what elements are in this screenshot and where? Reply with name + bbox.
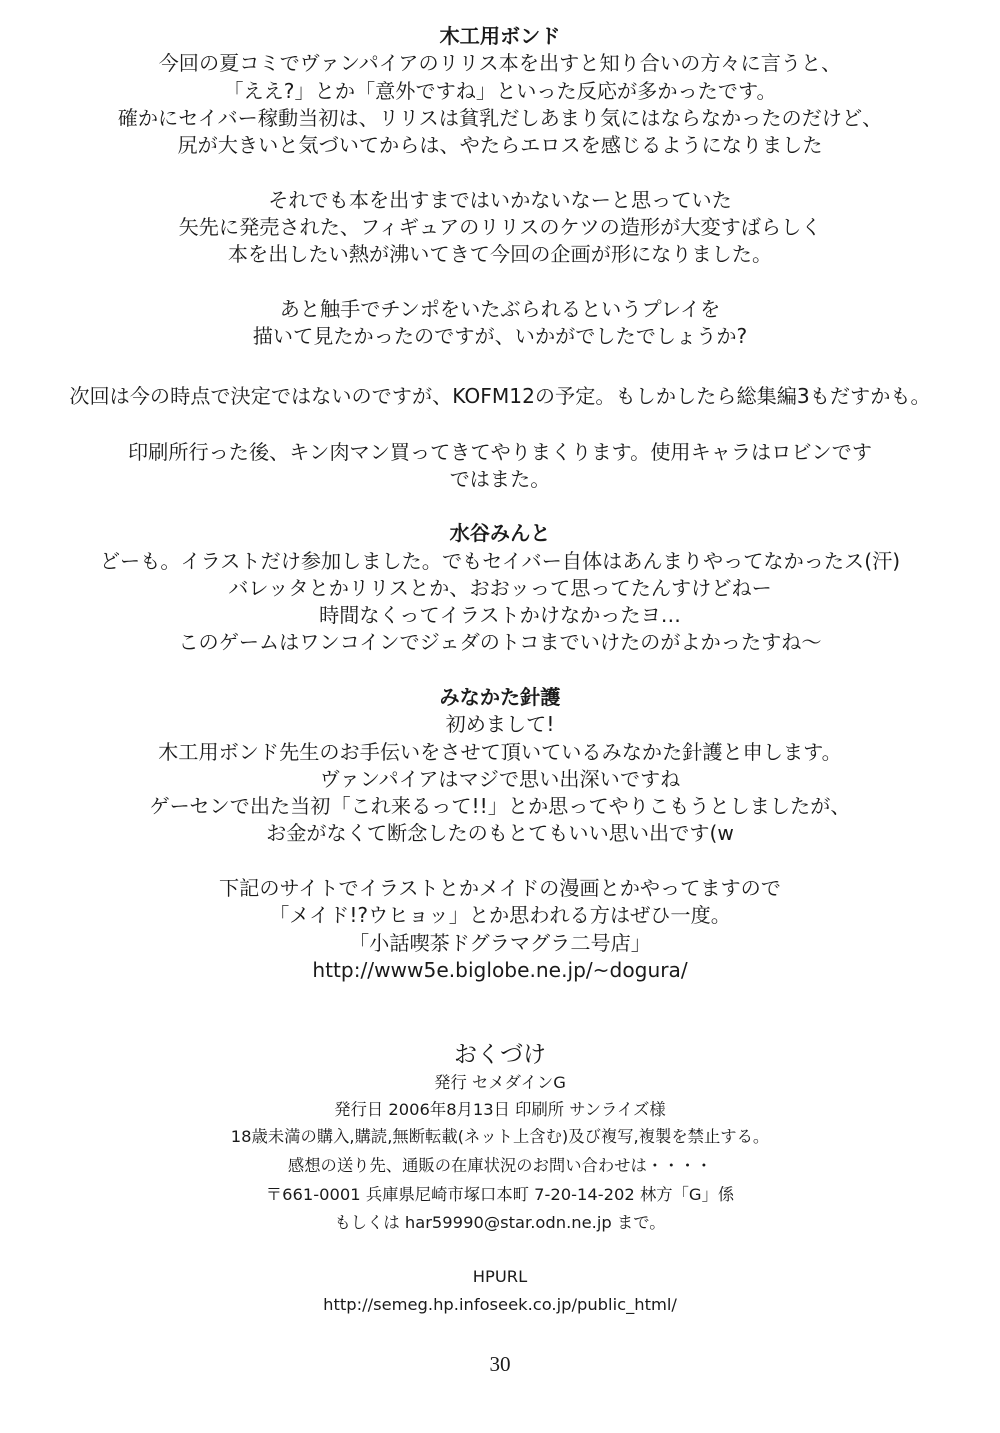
site-url: http://www5e.biglobe.ne.jp/~dogura/ xyxy=(312,958,688,982)
text-line: このゲームはワンコインでジェダのトコまでいけたのがよかったすね〜 xyxy=(178,630,822,654)
author-heading: 水谷みんと xyxy=(449,521,551,545)
publisher: 発行 セメダインG xyxy=(434,1073,566,1092)
text-line: ヴァンパイアはマジで思い出深いですね xyxy=(319,767,681,791)
text-line: 木工用ボンド先生のお手伝いをさせて頂いているみなかた針護と申します。 xyxy=(158,740,842,764)
author-heading: みなかた針護 xyxy=(439,685,561,709)
text-line: 尻が大きいと気づいてからは、やたらエロスを感じるようになりました xyxy=(177,133,823,157)
text-line: 印刷所行った後、キン肉マン買ってきてやりまくります。使用キャラはロビンです xyxy=(128,440,872,464)
text-line: 今回の夏コミでヴァンパイアのリリス本を出すと知り合いの方々に言うと、 xyxy=(158,51,842,75)
author-heading: 木工用ボンド xyxy=(439,24,561,48)
text-line: 下記のサイトでイラストとかメイドの漫画とかやってますので xyxy=(219,876,781,900)
hpurl: http://semeg.hp.infoseek.co.jp/public_html/ xyxy=(323,1295,677,1314)
text-line: それでも本を出すまではいかないなーと思っていた xyxy=(268,188,732,212)
hpurl-label: HPURL xyxy=(472,1267,528,1286)
copyright-warning: 18歳未満の購入,購読,無断転載(ネット上含む)及び複写,複製を禁止する。 xyxy=(230,1127,770,1146)
text-line: 「ええ?」とか「意外ですね」といった反応が多かったです。 xyxy=(223,79,777,103)
contact-intro: 感想の送り先、通販の在庫状況のお問い合わせは・・・・ xyxy=(287,1156,713,1175)
text-line: ではまた。 xyxy=(449,467,551,491)
text-line: 次回は今の時点で決定ではないのですが、KOFM12の予定。もしかしたら総集編3もだすかも。 xyxy=(69,384,931,408)
text-line: 描いて見たかったのですが、いかがでしたでしょうか? xyxy=(252,324,748,348)
text-line: ゲーセンで出た当初「これ来るって!!」とか思ってやりこもうとしましたが、 xyxy=(149,794,851,818)
text-line: 初めまして! xyxy=(445,712,555,736)
text-line: 時間なくってイラストかけなかったヨ… xyxy=(319,603,681,627)
text-line: 本を出したい熱が沸いてきて今回の企画が形になりました。 xyxy=(227,242,773,266)
site-name: 「小話喫茶ドグラマグラ二号店」 xyxy=(349,931,651,955)
text-line: 矢先に発売された、フィギュアのリリスのケツの造形が大変すばらしく xyxy=(178,215,822,239)
text-line: 確かにセイバー稼動当初は、リリスは貧乳だしあまり気にはならなかったのだけど、 xyxy=(117,106,883,130)
text-line: お金がなくて断念したのもとてもいい思い出です(w xyxy=(266,821,734,845)
text-line: バレッタとかリリスとか、おおッって思ってたんすけどねー xyxy=(228,576,772,600)
page-number: 30 xyxy=(489,1352,511,1376)
text-line: あと触手でチンポをいたぶられるというプレイを xyxy=(279,297,721,321)
text-line: 「メイド!?ウヒョッ」とか思われる方はぜひ一度。 xyxy=(269,903,731,927)
postal-address: 〒661-0001 兵庫県尼崎市塚口本町 7-20-14-202 林方「G」係 xyxy=(265,1185,735,1204)
email-line: もしくは har59990@star.odn.ne.jp まで。 xyxy=(334,1213,666,1232)
text-line: どーも。イラストだけ参加しました。でもセイバー自体はあんまりやってなかったス(汗) xyxy=(99,549,901,573)
colophon-title: おくづけ xyxy=(453,1042,547,1068)
publish-date: 発行日 2006年8月13日 印刷所 サンライズ様 xyxy=(334,1100,666,1119)
